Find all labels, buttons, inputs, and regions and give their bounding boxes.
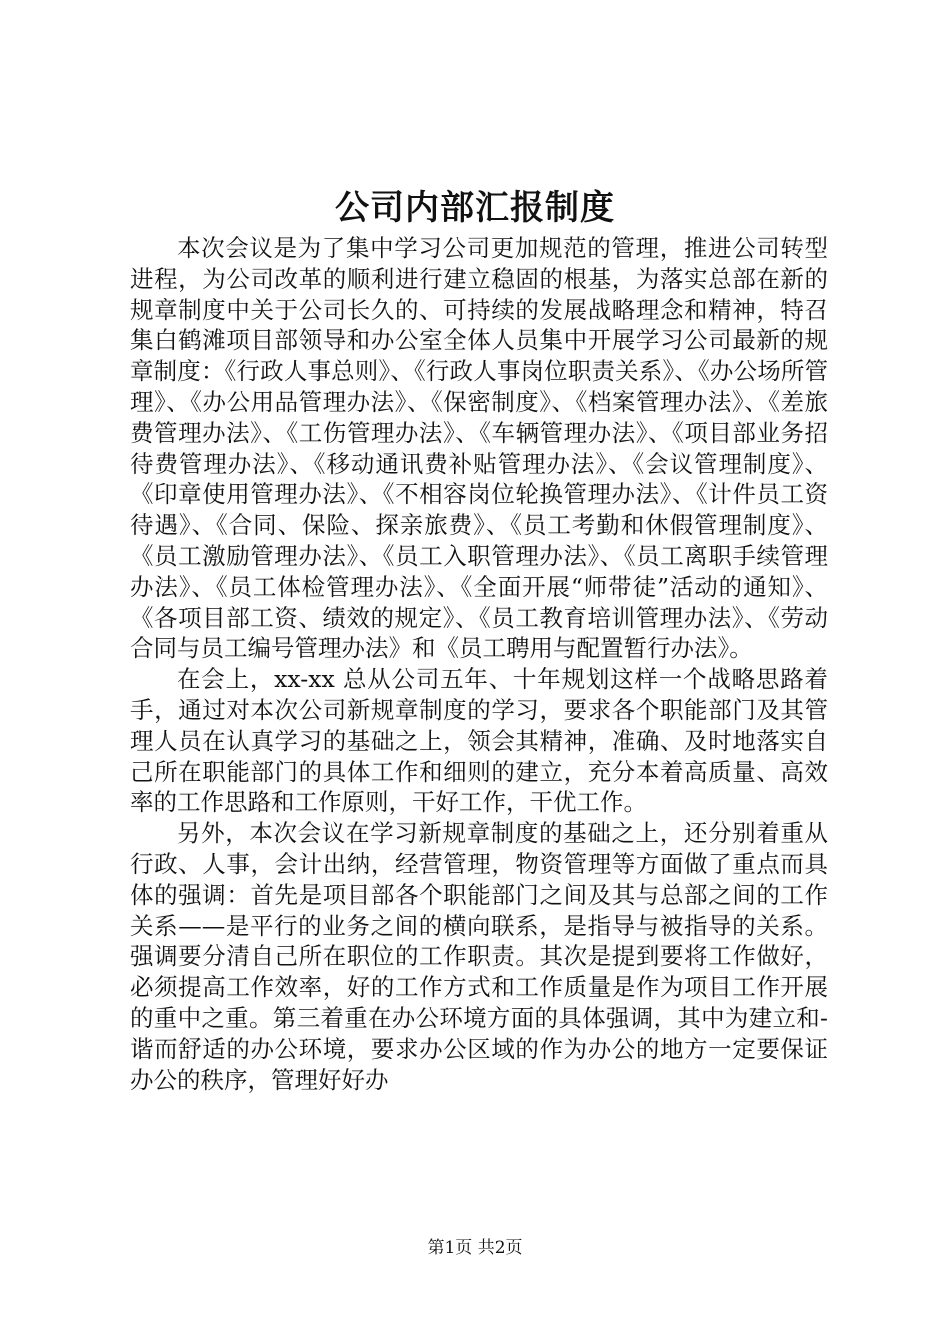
paragraph-2: 在会上，xx-xx 总从公司五年、十年规划这样一个战略思路着手，通过对本次公司新规章制度的学习，要求各个职能部门及其管理人员在认真学习的基础之上，领会其精神，准确、及时地落实自己所在职能部门的具体工作和细则的建立，充分本着高质量、高效率的工作思路和工作原则，干好工作，干优工作。 — [130, 665, 828, 817]
page-number-footer: 第1页 共2页 — [427, 1238, 523, 1258]
paragraph-3: 另外，本次会议在学习新规章制度的基础之上，还分别着重从行政、人事，会计出纳，经营管理，物资管理等方面做了重点而具体的强调：首先是项目部各个职能部门之间及其与总部之间的工作关系——是平行的业务之间的横向联系，是指导与被指导的关系。强调要分清自己所在职位的工作职责。其次是提到要将工作做好，必须提高工作效率，好的工作方式和工作质量是作为项目工作开展的重中之重。第三着重在办公环境方面的具体强调，其中为建立和-谐而舒适的办公环境，要求办公区域的作为办公的地方一定要保证办公的秩序，管理好好办 — [130, 819, 828, 1094]
document-title: 公司内部汇报制度 — [335, 188, 615, 228]
paragraph-1: 本次会议是为了集中学习公司更加规范的管理，推进公司转型进程，为公司改革的顺利进行建立稳固的根基，为落实总部在新的规章制度中关于公司长久的、可持续的发展战略理念和精神，特召集白鹤滩项目部领导和办公室全体人员集中开展学习公司最新的规章制度：《行政人事总则》、《行政人事岗位职责关系》、《办公场所管理》、《办公用品管理办法》、《保密制度》、《档案管理办法》、《差旅费管理办法》、《工伤管理办法》、《车辆管理办法》、《项目部业务招待费管理办法》、《移动通讯费补贴管理办法》、《会议管理制度》、《印章使用管理办法》、《不相容岗位轮换管理办法》、《计件员工资待遇》、《合同、保险、探亲旅费》、《员工考勤和休假管理制度》、《员工激励管理办法》、《员工入职管理办法》、《员工离职手续管理办法》、《员工体检管理办法》、《全面开展“师带徒”活动的通知》、《各项目部工资、绩效的规定》、《员工教育培训管理办法》、《劳动合同与员工编号管理办法》和《员工聘用与配置暂行办法》。 — [130, 234, 828, 663]
document-body — [130, 233, 828, 1095]
